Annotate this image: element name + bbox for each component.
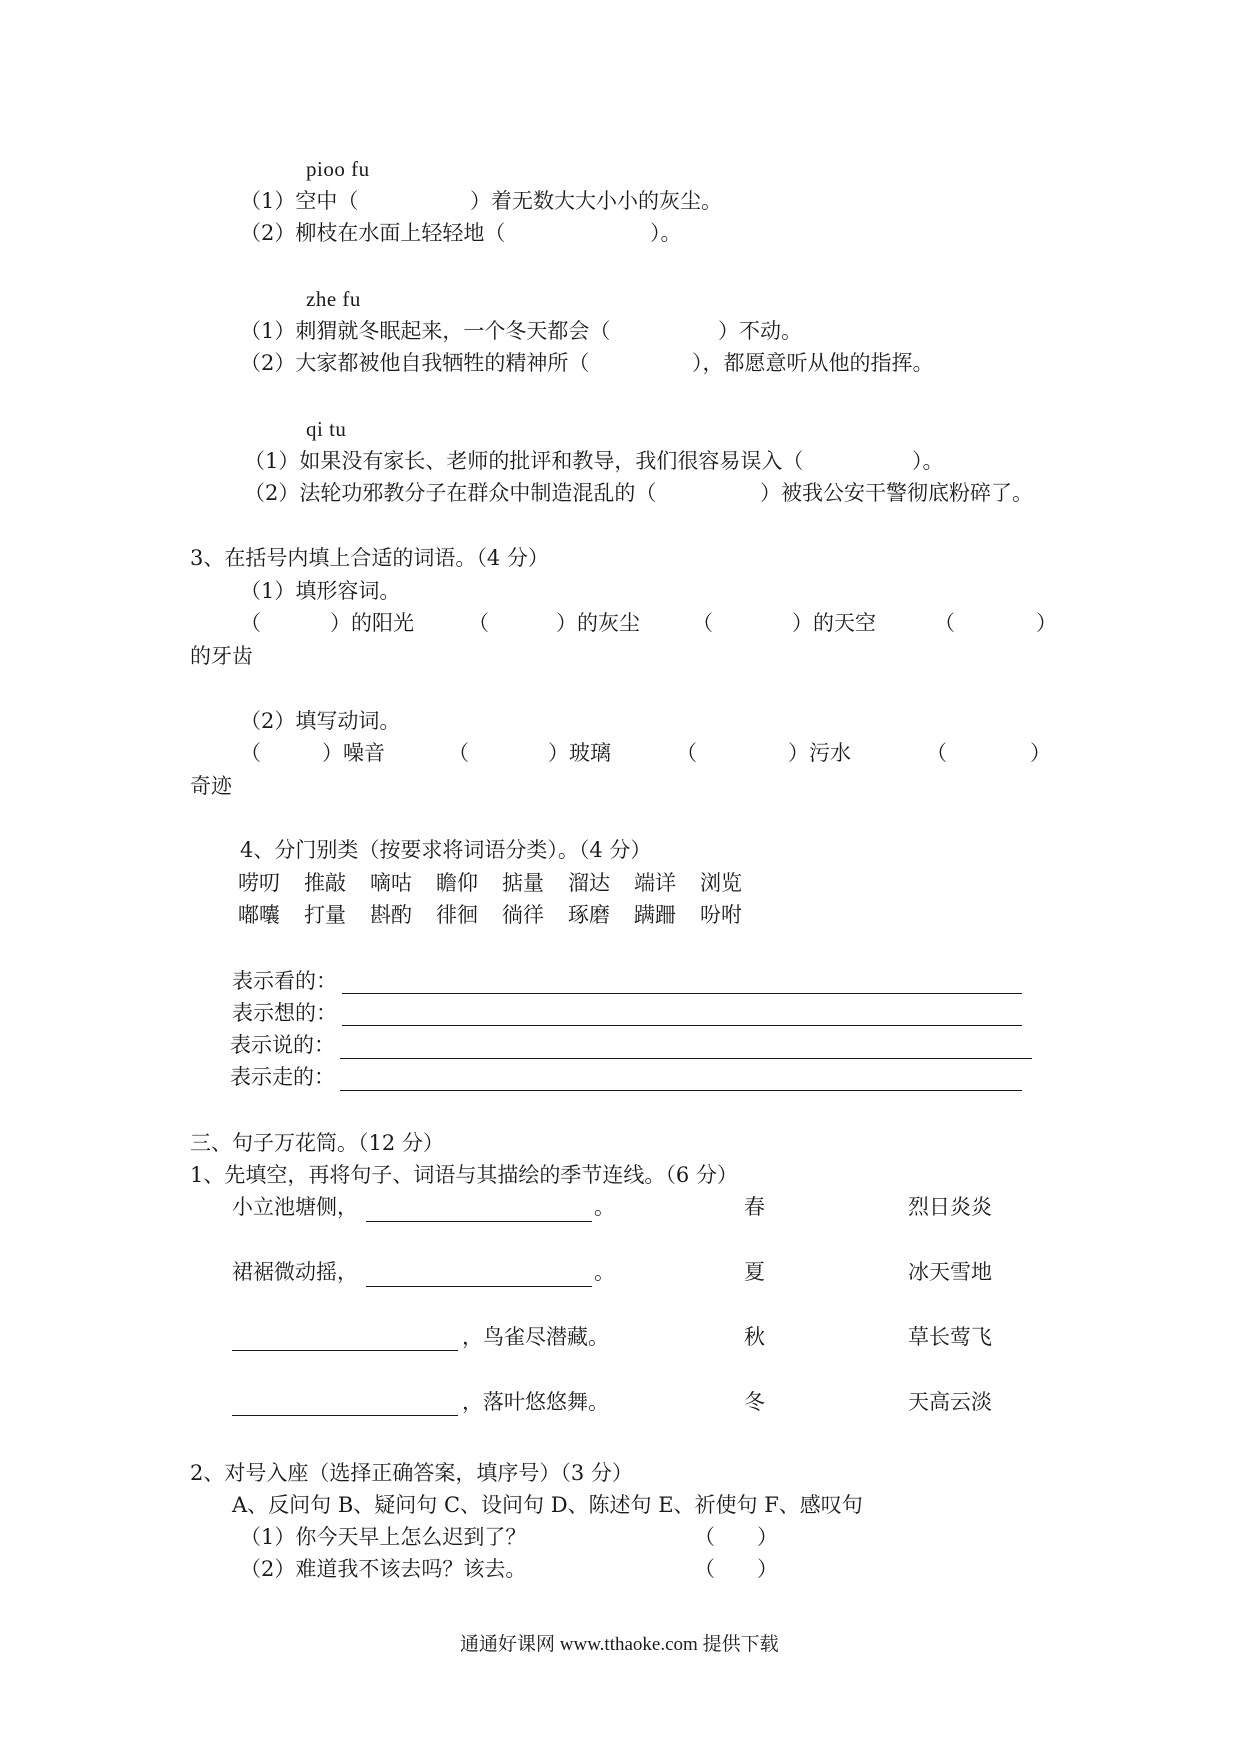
- q4-label-walk: 表示走的：: [230, 1065, 335, 1089]
- sentence-type-options: A、反问句 B、疑问句 C、设问句 D、陈述句 E、祈使句 F、感叹句: [232, 1493, 863, 1517]
- q4-word: 徜徉: [502, 903, 544, 927]
- sentence-3-text: ，鸟雀尽潜藏。: [462, 1325, 609, 1349]
- q3-verb-close-4: ）: [1030, 741, 1051, 765]
- q4-word: 溜达: [568, 871, 610, 895]
- q3-adj-open-3: （: [692, 611, 713, 635]
- phrase-2: 冰天雪地: [908, 1260, 992, 1284]
- sentence-1-text: 小立池塘侧，: [232, 1195, 358, 1219]
- q2-2-item-1-end: ）不动。: [718, 319, 802, 343]
- q2-2-item-2-start: （2）大家都被他自我牺牲的精神所（: [240, 351, 590, 375]
- sentence-1-end: 。: [594, 1195, 615, 1219]
- season-summer: 夏: [744, 1260, 765, 1284]
- sentence-3-blank[interactable]: [232, 1350, 458, 1351]
- q2-3-item-1-start: （1）如果没有家长、老师的批评和教导，我们很容易误入（: [244, 449, 804, 473]
- sentence-1-blank[interactable]: [366, 1221, 592, 1222]
- q4-word: 吩咐: [700, 903, 742, 927]
- q3-verb-open-1: （: [240, 741, 261, 765]
- section3-q1-title: 1、先填空，再将句子、词语与其描绘的季节连线。（6 分）: [190, 1163, 738, 1187]
- q4-word: 斟酌: [370, 903, 412, 927]
- q4-word: 琢磨: [568, 903, 610, 927]
- q2-item-1-text: （1）你今天早上怎么迟到了？: [240, 1525, 527, 1549]
- q4-word: 打量: [304, 903, 346, 927]
- q3-verb-close-3: ）污水: [788, 741, 851, 765]
- page-footer: 通通好课网 www.tthaoke.com 提供下载: [460, 1634, 779, 1655]
- answer-line-say[interactable]: [340, 1058, 1032, 1059]
- pinyin-hint-2: zhe fu: [306, 287, 361, 311]
- q3-adj-open-2: （: [468, 611, 489, 635]
- phrase-4: 天高云淡: [908, 1390, 992, 1414]
- q3-adj-title: （1）填形容词。: [240, 579, 401, 603]
- section3-q2-title: 2、对号入座（选择正确答案，填序号）（3 分）: [190, 1461, 633, 1485]
- q2-1-item-1-start: （1）空中（: [240, 189, 359, 213]
- q3-adj-close-3: ）的天空: [792, 611, 876, 635]
- pinyin-hint-1: pioo fu: [306, 157, 370, 181]
- q4-label-look: 表示看的：: [232, 969, 337, 993]
- q3-adj-close-1: ）的阳光: [330, 611, 414, 635]
- q2-item-2-bracket[interactable]: （ ）: [694, 1557, 778, 1581]
- pinyin-hint-3: qi tu: [306, 417, 347, 441]
- section3-title: 三、句子万花筒。（12 分）: [190, 1131, 444, 1155]
- sentence-4-blank[interactable]: [232, 1415, 458, 1416]
- q4-word: 端详: [634, 871, 676, 895]
- sentence-2-end: 。: [594, 1260, 615, 1284]
- q3-verb-open-2: （: [448, 741, 469, 765]
- answer-line-look[interactable]: [342, 993, 1022, 994]
- q4-label-say: 表示说的：: [230, 1033, 335, 1057]
- q2-1-item-2-start: （2）柳枝在水面上轻轻地（: [240, 221, 506, 245]
- q3-adj-open-4: （: [934, 611, 955, 635]
- answer-line-think[interactable]: [342, 1025, 1022, 1026]
- q2-1-item-1-end: ）着无数大大小小的灰尘。: [470, 189, 722, 213]
- q3-title: 3、在括号内填上合适的词语。（4 分）: [190, 546, 549, 570]
- q4-word: 掂量: [502, 871, 544, 895]
- q4-word: 唠叨: [238, 871, 280, 895]
- q2-2-item-2-end: ），都愿意听从他的指挥。: [692, 351, 934, 375]
- sentence-2-blank[interactable]: [366, 1286, 592, 1287]
- q4-word: 蹒跚: [634, 903, 676, 927]
- q4-word: 推敲: [304, 871, 346, 895]
- q3-verb-open-4: （: [926, 741, 947, 765]
- season-winter: 冬: [744, 1390, 765, 1414]
- answer-line-walk[interactable]: [340, 1090, 1022, 1091]
- q4-word: 瞻仰: [436, 871, 478, 895]
- sentence-4-text: ，落叶悠悠舞。: [462, 1390, 609, 1414]
- q3-adj-close-4: ）: [1036, 611, 1057, 635]
- q3-verb-wrap: 奇迹: [190, 774, 232, 798]
- q2-item-2-text: （2）难道我不该去吗？该去。: [240, 1557, 527, 1581]
- sentence-2-text: 裙裾微动摇，: [232, 1260, 358, 1284]
- q3-adj-wrap: 的牙齿: [190, 644, 253, 668]
- phrase-1: 烈日炎炎: [908, 1195, 992, 1219]
- q4-word: 浏览: [700, 871, 742, 895]
- q3-adj-open-1: （: [240, 611, 261, 635]
- q2-3-item-2-start: （2）法轮功邪教分子在群众中制造混乱的（: [244, 481, 657, 505]
- q2-3-item-1-end: ）。: [912, 449, 944, 473]
- phrase-3: 草长莺飞: [908, 1325, 992, 1349]
- q4-word: 徘徊: [436, 903, 478, 927]
- q3-adj-close-2: ）的灰尘: [556, 611, 640, 635]
- q4-label-think: 表示想的：: [232, 1001, 337, 1025]
- q2-2-item-1-start: （1）刺猬就冬眠起来，一个冬天都会（: [240, 319, 611, 343]
- q3-verb-close-2: ）玻璃: [548, 741, 611, 765]
- q3-verb-close-1: ）噪音: [322, 741, 385, 765]
- season-spring: 春: [744, 1195, 765, 1219]
- q4-word: 嘟囔: [238, 903, 280, 927]
- season-autumn: 秋: [744, 1325, 765, 1349]
- q2-item-1-bracket[interactable]: （ ）: [694, 1525, 778, 1549]
- q4-word: 嘀咕: [370, 871, 412, 895]
- q3-verb-title: （2）填写动词。: [240, 709, 401, 733]
- q3-verb-open-3: （: [676, 741, 697, 765]
- q2-3-item-2-end: ）被我公安干警彻底粉碎了。: [760, 481, 1033, 505]
- q2-1-item-2-end: ）。: [650, 221, 682, 245]
- q4-title: 4、分门别类（按要求将词语分类）。（4 分）: [240, 838, 652, 862]
